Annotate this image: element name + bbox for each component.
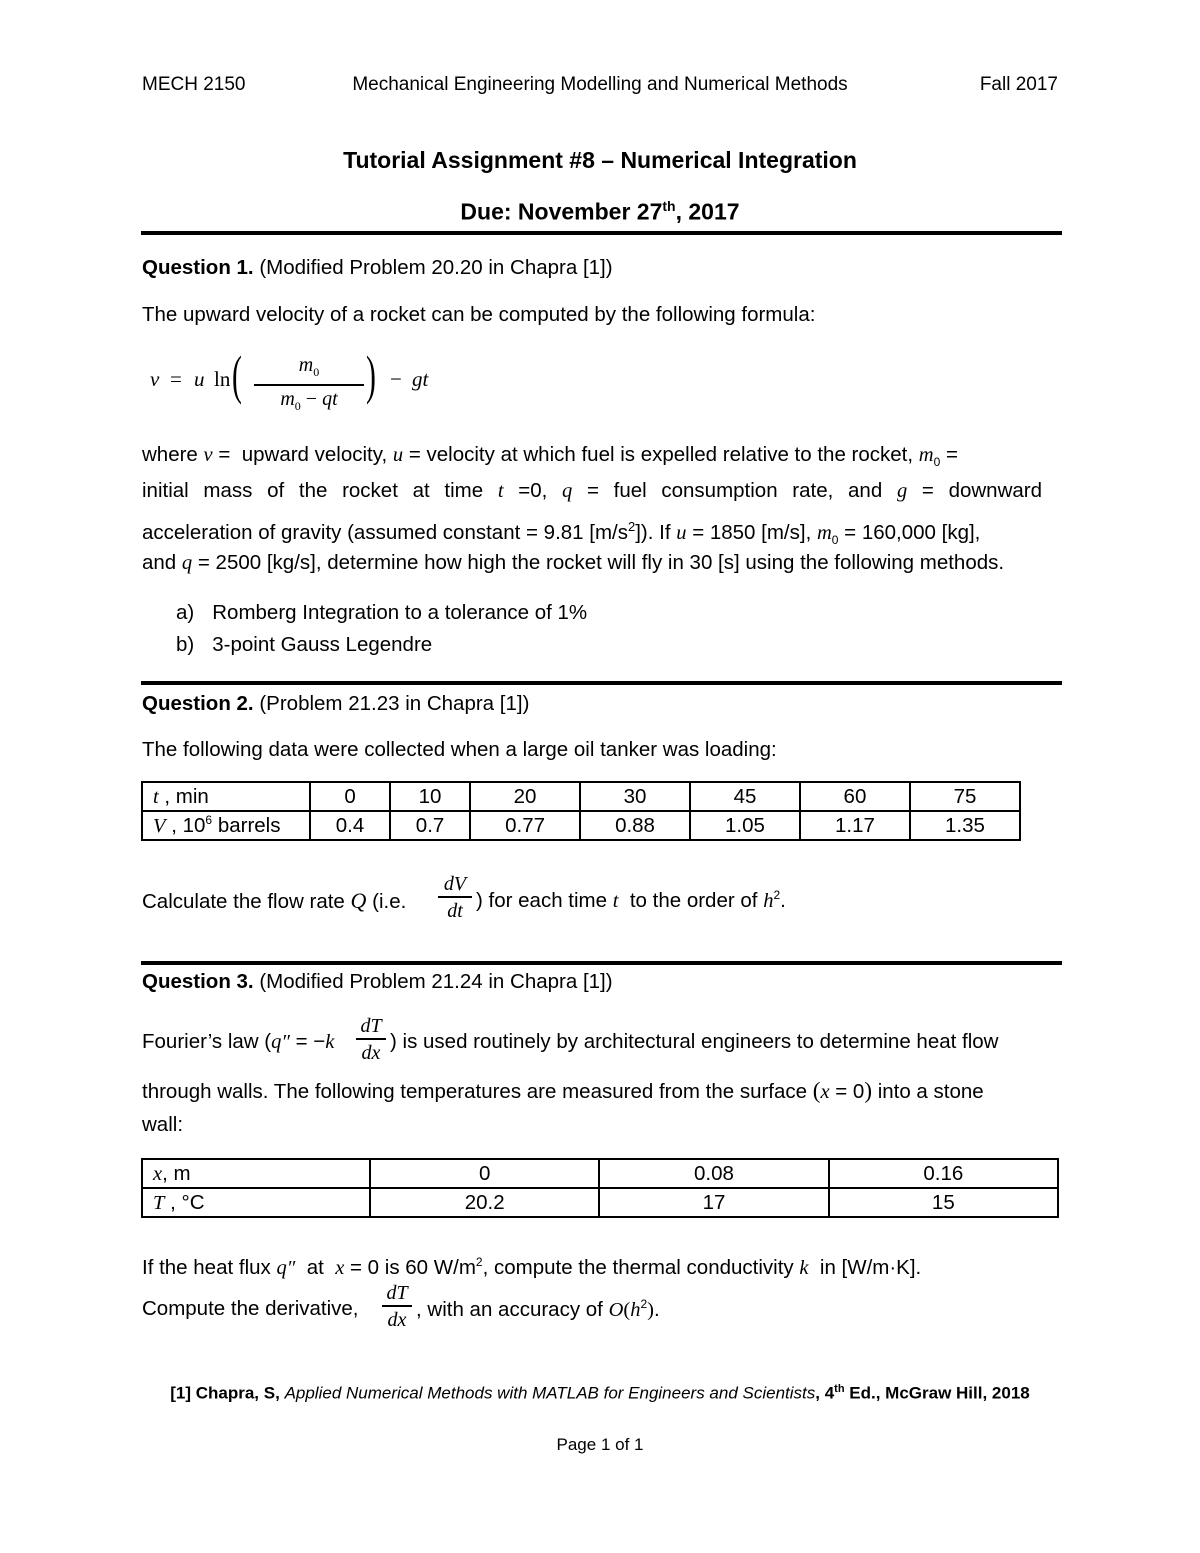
question-3-flux-line: If the heat flux q″ at x = 0 is 60 $W/m^2$, compute the thermal conductivity k in [W/m·K]. [142, 1255, 922, 1279]
divider [141, 231, 1062, 235]
table-cell: 30 [580, 782, 690, 811]
question-3-line-2: through walls. The following temperatures are measured from the surface (x = 0) into a stone [142, 1078, 984, 1103]
fourier-law-line: Fourier’s law (q″ = −k dT dx ) is used routinely by architectural engineers to determine heat flow [142, 1015, 999, 1064]
table-cell: t , min [142, 782, 310, 811]
question-2-heading: Question 2. (Problem 21.23 in Chapra [1]) [142, 692, 530, 715]
table-cell: 0.7 [390, 811, 470, 840]
table-cell: 17 [599, 1188, 828, 1217]
table-cell: 0.16 [829, 1159, 1058, 1188]
table-cell: 0 [370, 1159, 599, 1188]
course-name: Mechanical Engineering Modelling and Numerical Methods [352, 74, 848, 95]
tanker-data-table [141, 781, 1021, 841]
table-row [142, 811, 1020, 840]
question-3-heading: Question 3. (Modified Problem 21.24 in Chapra [1]) [142, 970, 613, 993]
table-cell: 20 [470, 782, 580, 811]
list-item: a) Romberg Integration to a tolerance of 1% [176, 601, 588, 624]
question-1-intro: The upward velocity of a rocket can be computed by the following formula: [142, 303, 816, 326]
table-cell: 0 [310, 782, 390, 811]
table-cell: 20.2 [370, 1188, 599, 1217]
question-1-where-line: where v = upward velocity, u = velocity at which fuel is expelled relative to the rocket, $m_0$ = [142, 443, 958, 470]
table-cell: T , °C [142, 1188, 370, 1217]
question-1-line-2: initial mass of the rocket at time t =0, q = fuel consumption rate, and g = downward [142, 479, 1043, 502]
question-3-derivative-line: Compute the derivative, dT dx , with an accuracy of $O(h^2)$. [142, 1282, 660, 1331]
table-cell: 45 [690, 782, 800, 811]
question-2-task: Calculate the flow rate Q (i.e. dV dt ) for each time t to the order of $h^2$. [142, 873, 786, 922]
course-code: MECH 2150 [142, 74, 246, 95]
question-3-line-3: wall: [142, 1113, 184, 1136]
table-cell: 1.35 [910, 811, 1020, 840]
table-cell: 60 [800, 782, 910, 811]
table-cell: 15 [829, 1188, 1058, 1217]
question-1-heading: Question 1. (Modified Problem 20.20 in Chapra [1]) [142, 256, 613, 279]
temperature-data-table [141, 1158, 1059, 1218]
table-cell: x, m [142, 1159, 370, 1188]
due-date: Due: November 27th, 2017 [460, 198, 740, 225]
reference-citation: [1] Chapra, S, Applied Numerical Methods with MATLAB for Engineers and Scientists, 4th Ed., McGraw Hill, 2018 [170, 1383, 1030, 1403]
question-1-line-4: and q = 2500 [kg/s], determine how high the rocket will fly in 30 [s] using the following methods. [142, 551, 1005, 574]
divider [141, 681, 1062, 685]
table-cell: 1.05 [690, 811, 800, 840]
page-number: Page 1 of 1 [556, 1435, 644, 1454]
table-cell: 0.4 [310, 811, 390, 840]
table-cell: V , $10^6$ barrels [142, 811, 310, 840]
table-cell: 75 [910, 782, 1020, 811]
question-1-line-3: acceleration of gravity (assumed constant = 9.81 $[m/s^2]$). If u = 1850 [m/s], $m_0 = 160,000$ [kg], [142, 519, 981, 547]
term: Fall 2017 [979, 74, 1058, 95]
table-cell: 0.77 [470, 811, 580, 840]
divider [141, 961, 1062, 965]
table-cell: 0.88 [580, 811, 690, 840]
page-title: Tutorial Assignment #8 – Numerical Integration [343, 147, 857, 173]
table-row [142, 1159, 1058, 1188]
table-row [142, 782, 1020, 811]
table-cell: 0.08 [599, 1159, 828, 1188]
table-row [142, 1188, 1058, 1217]
list-item: b) 3-point Gauss Legendre [176, 633, 433, 656]
table-cell: 1.17 [800, 811, 910, 840]
question-2-intro: The following data were collected when a large oil tanker was loading: [142, 738, 777, 761]
table-cell: 10 [390, 782, 470, 811]
rocket-velocity-formula: v = u ln ( $m_0$ $m_0$ − qt ) − gt [150, 345, 429, 413]
